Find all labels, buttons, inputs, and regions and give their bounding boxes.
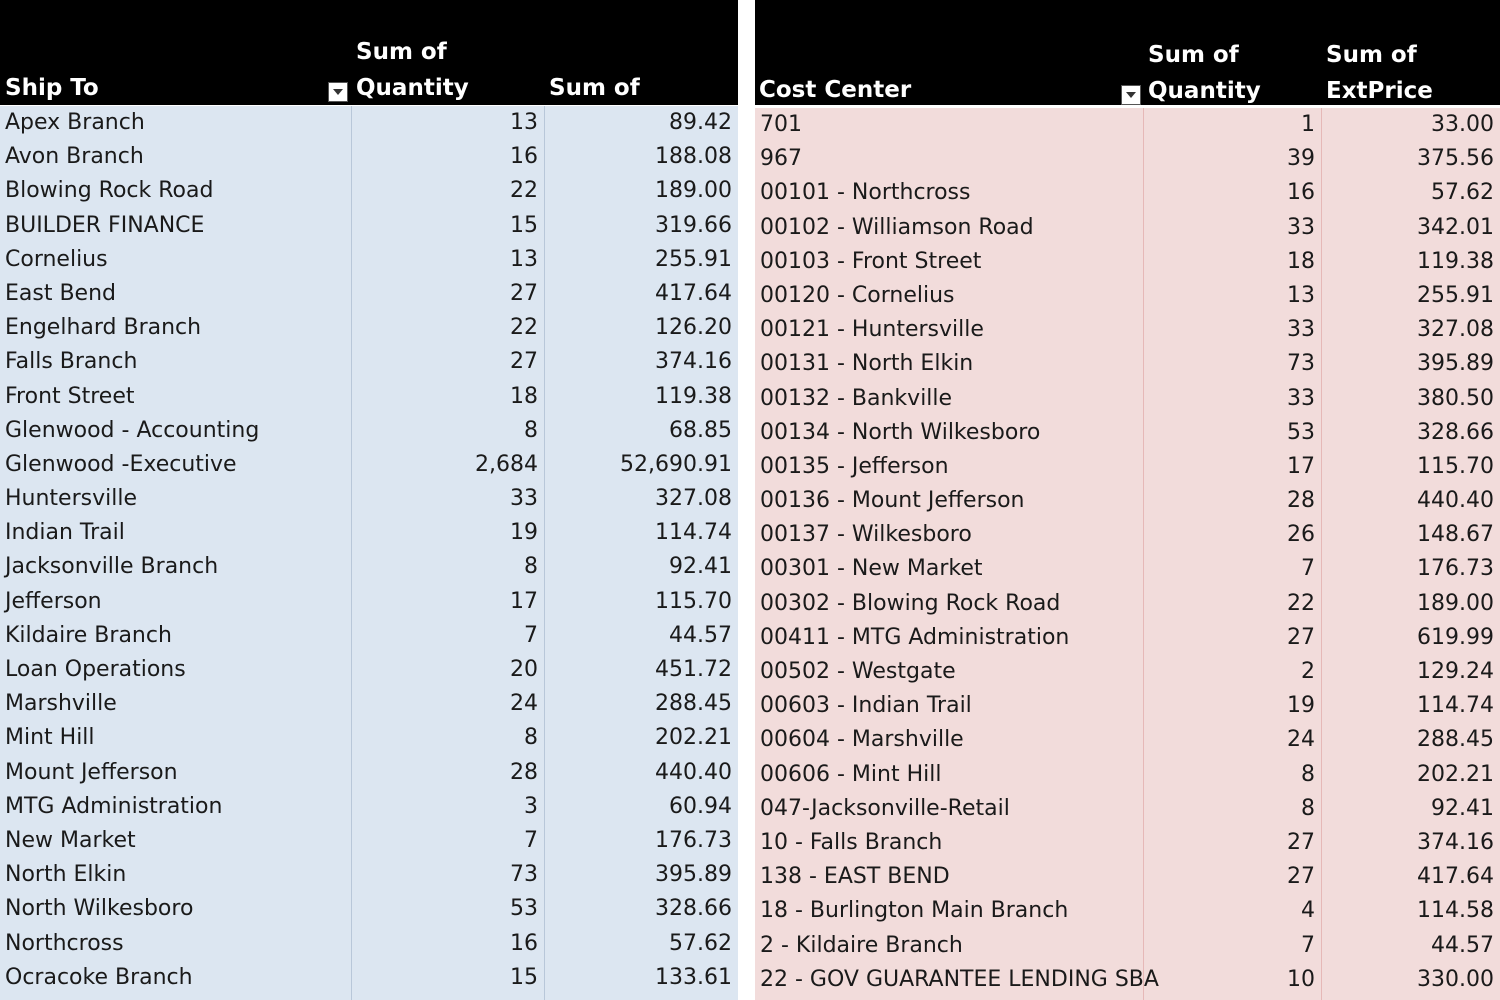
- row-label-cell[interactable]: Glenwood -Executive: [5, 451, 237, 477]
- extprice-cell[interactable]: 114.74: [1417, 693, 1494, 719]
- extprice-cell[interactable]: 57.62: [669, 930, 732, 956]
- row-label-cell[interactable]: Glenwood - Accounting: [5, 417, 260, 443]
- panel-divider: [738, 0, 755, 1000]
- row-label-cell[interactable]: 00135 - Jefferson: [760, 453, 949, 479]
- quantity-cell[interactable]: 8: [524, 554, 538, 580]
- table-row: [755, 279, 1500, 313]
- quantity-cell[interactable]: 13: [510, 246, 538, 272]
- filter-dropdown-icon[interactable]: [1121, 85, 1141, 105]
- table-row: [0, 927, 738, 961]
- row-label-cell[interactable]: 2 - Kildaire Branch: [760, 932, 963, 958]
- quantity-cell[interactable]: 10: [1287, 966, 1315, 992]
- row-label-cell[interactable]: 00502 - Westgate: [760, 659, 956, 684]
- table-row: [755, 245, 1500, 279]
- table-row: [755, 689, 1500, 723]
- row-label-cell[interactable]: 138 - EAST BEND: [760, 864, 950, 890]
- extprice-cell[interactable]: 176.73: [655, 827, 732, 853]
- table-row: [755, 552, 1500, 586]
- quantity-cell[interactable]: 16: [1287, 180, 1315, 206]
- extprice-cell[interactable]: 92.41: [669, 554, 732, 580]
- row-label-cell[interactable]: 00301 - New Market: [760, 556, 983, 582]
- quantity-cell[interactable]: 53: [1287, 419, 1315, 445]
- quantity-cell[interactable]: 28: [1287, 488, 1315, 514]
- quantity-cell[interactable]: 3: [524, 793, 538, 819]
- table-row: [0, 345, 738, 379]
- extprice-cell[interactable]: 255.91: [655, 246, 732, 272]
- quantity-cell[interactable]: 27: [1287, 864, 1315, 890]
- row-label-cell[interactable]: 00101 - Northcross: [760, 180, 971, 206]
- row-label-cell[interactable]: 047-Jacksonville-Retail: [760, 795, 1010, 821]
- quantity-cell[interactable]: 2: [1301, 659, 1315, 684]
- table-row: [0, 892, 738, 926]
- extprice-cell[interactable]: 417.64: [655, 280, 732, 306]
- table-row: [755, 382, 1500, 416]
- row-label-cell[interactable]: Huntersville: [5, 486, 137, 512]
- extprice-cell[interactable]: 374.16: [655, 349, 732, 375]
- quantity-cell[interactable]: 20: [510, 657, 538, 682]
- extprice-cell[interactable]: 57.62: [1431, 180, 1494, 206]
- extprice-cell[interactable]: 255.91: [1417, 282, 1494, 308]
- row-label-cell[interactable]: 00604 - Marshville: [760, 727, 964, 753]
- row-label-cell[interactable]: Jacksonville Branch: [5, 554, 219, 580]
- table-row: [755, 929, 1500, 963]
- table-row: [0, 790, 738, 824]
- quantity-cell[interactable]: 27: [510, 280, 538, 306]
- table-row: [0, 516, 738, 550]
- table-row: [0, 448, 738, 482]
- quantity-cell[interactable]: 15: [510, 212, 538, 238]
- row-label-cell[interactable]: Mint Hill: [5, 725, 95, 751]
- extprice-cell[interactable]: 133.61: [655, 964, 732, 990]
- sum-extprice-header[interactable]: Sum of: [549, 75, 640, 101]
- extprice-cell[interactable]: 327.08: [655, 486, 732, 512]
- cost-center-header[interactable]: Cost Center: [759, 77, 912, 103]
- extprice-cell[interactable]: 451.72: [655, 657, 732, 682]
- extprice-cell[interactable]: 119.38: [655, 383, 732, 409]
- row-label-cell[interactable]: Engelhard Branch: [5, 315, 202, 341]
- row-label-cell[interactable]: 00302 - Blowing Rock Road: [760, 590, 1061, 616]
- extprice-cell[interactable]: 328.66: [1417, 419, 1494, 445]
- quantity-cell[interactable]: 39: [1287, 146, 1315, 172]
- quantity-cell[interactable]: 33: [1287, 385, 1315, 411]
- ship-to-header[interactable]: Ship To: [5, 75, 99, 101]
- quantity-cell[interactable]: 33: [1287, 317, 1315, 343]
- extprice-cell[interactable]: 176.73: [1417, 556, 1494, 582]
- pivot-body: [755, 108, 1500, 1000]
- quantity-cell[interactable]: 2,684: [475, 451, 538, 477]
- quantity-cell[interactable]: 15: [510, 964, 538, 990]
- extprice-cell[interactable]: 417.64: [1417, 864, 1494, 890]
- extprice-cell[interactable]: 440.40: [655, 759, 732, 785]
- quantity-cell[interactable]: 18: [510, 383, 538, 409]
- quantity-cell[interactable]: 24: [1287, 727, 1315, 753]
- quantity-cell[interactable]: 7: [524, 827, 538, 853]
- quantity-cell[interactable]: 7: [1301, 932, 1315, 958]
- pivot-header: [0, 0, 738, 105]
- row-label-cell[interactable]: MTG Administration: [5, 793, 223, 819]
- extprice-cell[interactable]: 188.08: [655, 144, 732, 170]
- row-label-cell[interactable]: Indian Trail: [5, 520, 125, 546]
- table-row: [755, 963, 1500, 997]
- table-row: [755, 484, 1500, 518]
- extprice-cell[interactable]: 148.67: [1417, 522, 1494, 548]
- table-row: [0, 414, 738, 448]
- quantity-cell[interactable]: 27: [1287, 624, 1315, 650]
- row-label-cell[interactable]: Northcross: [5, 930, 124, 956]
- row-label-cell[interactable]: Mount Jefferson: [5, 759, 178, 785]
- extprice-cell[interactable]: 114.58: [1417, 898, 1494, 924]
- row-label-cell[interactable]: 00131 - North Elkin: [760, 351, 974, 377]
- table-row: [0, 858, 738, 892]
- extprice-cell[interactable]: 115.70: [1417, 453, 1494, 479]
- table-row: [0, 380, 738, 414]
- table-row: [0, 550, 738, 584]
- table-row: [0, 277, 738, 311]
- table-row: [755, 621, 1500, 655]
- quantity-cell[interactable]: 13: [1287, 282, 1315, 308]
- extprice-cell[interactable]: 115.70: [655, 588, 732, 614]
- pivot-header: [755, 0, 1500, 105]
- row-label-cell[interactable]: Kildaire Branch: [5, 622, 172, 648]
- extprice-cell[interactable]: 33.00: [1431, 112, 1494, 137]
- row-label-cell[interactable]: 00411 - MTG Administration: [760, 624, 1070, 650]
- table-row: [755, 142, 1500, 176]
- extprice-cell[interactable]: 342.01: [1417, 214, 1494, 240]
- extprice-cell[interactable]: 395.89: [655, 862, 732, 888]
- quantity-cell[interactable]: 7: [524, 622, 538, 648]
- sum-quantity-header[interactable]: Sum of Quantity: [356, 39, 469, 101]
- quantity-cell[interactable]: 18: [1287, 248, 1315, 274]
- table-row: [0, 756, 738, 790]
- quantity-cell[interactable]: 8: [1301, 761, 1315, 787]
- extprice-cell[interactable]: 129.24: [1417, 659, 1494, 684]
- row-label-cell[interactable]: 00134 - North Wilkesboro: [760, 419, 1041, 445]
- table-row: [0, 243, 738, 277]
- table-row: [0, 721, 738, 755]
- row-label-cell[interactable]: 00102 - Williamson Road: [760, 214, 1034, 240]
- table-row: [0, 619, 738, 653]
- extprice-cell[interactable]: 189.00: [1417, 590, 1494, 616]
- table-row: [755, 176, 1500, 210]
- quantity-cell[interactable]: 33: [510, 486, 538, 512]
- cost-center-pivot-table: [755, 0, 1500, 1000]
- table-row: [0, 653, 738, 687]
- ship-to-pivot-table: [0, 0, 738, 1000]
- quantity-cell[interactable]: 8: [1301, 795, 1315, 821]
- table-row: [0, 174, 738, 208]
- quantity-cell[interactable]: 28: [510, 759, 538, 785]
- extprice-cell[interactable]: 288.45: [655, 691, 732, 717]
- quantity-cell[interactable]: 8: [524, 417, 538, 443]
- sum-quantity-header[interactable]: Sum of Quantity: [1148, 42, 1261, 104]
- row-label-cell[interactable]: New Market: [5, 827, 136, 853]
- row-label-cell[interactable]: Falls Branch: [5, 349, 138, 375]
- table-row: [0, 140, 738, 174]
- quantity-cell[interactable]: 19: [1287, 693, 1315, 719]
- table-row: [755, 347, 1500, 381]
- quantity-cell[interactable]: 13: [510, 110, 538, 135]
- extprice-cell[interactable]: 44.57: [1431, 932, 1494, 958]
- quantity-cell[interactable]: 7: [1301, 556, 1315, 582]
- quantity-cell[interactable]: 73: [510, 862, 538, 888]
- quantity-cell[interactable]: 16: [510, 930, 538, 956]
- extprice-cell[interactable]: 89.42: [669, 110, 732, 135]
- row-label-cell[interactable]: 00121 - Huntersville: [760, 317, 984, 343]
- extprice-cell[interactable]: 327.08: [1417, 317, 1494, 343]
- extprice-cell[interactable]: 60.94: [669, 793, 732, 819]
- table-row: [755, 518, 1500, 552]
- table-row: [0, 482, 738, 516]
- row-label-cell[interactable]: 00132 - Bankville: [760, 385, 953, 411]
- extprice-cell[interactable]: 52,690.91: [620, 451, 732, 477]
- table-row: [755, 416, 1500, 450]
- extprice-cell[interactable]: 330.00: [1417, 966, 1494, 992]
- row-label-cell[interactable]: Ocracoke Branch: [5, 964, 193, 990]
- row-label-cell[interactable]: 00136 - Mount Jefferson: [760, 488, 1025, 514]
- quantity-cell[interactable]: 33: [1287, 214, 1315, 240]
- quantity-cell[interactable]: 17: [1287, 453, 1315, 479]
- extprice-cell[interactable]: 119.38: [1417, 248, 1494, 274]
- sum-extprice-header[interactable]: Sum of ExtPrice: [1326, 42, 1433, 104]
- row-label-cell[interactable]: Loan Operations: [5, 657, 186, 682]
- extprice-cell[interactable]: 202.21: [1417, 761, 1494, 787]
- row-label-cell[interactable]: 10 - Falls Branch: [760, 829, 943, 855]
- extprice-cell[interactable]: 375.56: [1417, 146, 1494, 172]
- quantity-cell[interactable]: 19: [510, 520, 538, 546]
- extprice-cell[interactable]: 319.66: [655, 212, 732, 238]
- table-row: [0, 106, 738, 140]
- table-row: [755, 108, 1500, 142]
- table-row: [755, 792, 1500, 826]
- quantity-cell[interactable]: 24: [510, 691, 538, 717]
- quantity-cell[interactable]: 26: [1287, 522, 1315, 548]
- quantity-cell[interactable]: 8: [524, 725, 538, 751]
- extprice-cell[interactable]: 328.66: [655, 896, 732, 922]
- extprice-cell[interactable]: 202.21: [655, 725, 732, 751]
- extprice-cell[interactable]: 288.45: [1417, 727, 1494, 753]
- table-row: [755, 894, 1500, 928]
- table-row: [755, 587, 1500, 621]
- row-label-cell[interactable]: East Bend: [5, 280, 116, 306]
- row-label-cell[interactable]: BUILDER FINANCE: [5, 212, 205, 238]
- table-row: [0, 824, 738, 858]
- extprice-cell[interactable]: 440.40: [1417, 488, 1494, 514]
- row-label-cell[interactable]: Avon Branch: [5, 144, 144, 170]
- row-label-cell[interactable]: Marshville: [5, 691, 117, 717]
- extprice-cell[interactable]: 68.85: [669, 417, 732, 443]
- extprice-cell[interactable]: 395.89: [1417, 351, 1494, 377]
- extprice-cell[interactable]: 380.50: [1417, 385, 1494, 411]
- quantity-cell[interactable]: 53: [510, 896, 538, 922]
- row-label-cell[interactable]: 00103 - Front Street: [760, 248, 982, 274]
- quantity-cell[interactable]: 27: [1287, 829, 1315, 855]
- row-label-cell[interactable]: 00606 - Mint Hill: [760, 761, 942, 787]
- row-label-cell[interactable]: 18 - Burlington Main Branch: [760, 898, 1069, 924]
- quantity-cell[interactable]: 27: [510, 349, 538, 375]
- row-label-cell[interactable]: 00120 - Cornelius: [760, 282, 955, 308]
- row-label-cell[interactable]: 701: [760, 112, 802, 137]
- row-label-cell[interactable]: Jefferson: [5, 588, 102, 614]
- row-label-cell[interactable]: Front Street: [5, 383, 135, 409]
- pivot-body: [0, 106, 738, 1000]
- row-label-cell[interactable]: Cornelius: [5, 246, 108, 272]
- row-label-cell[interactable]: Blowing Rock Road: [5, 178, 214, 204]
- row-label-cell[interactable]: 00137 - Wilkesboro: [760, 522, 972, 548]
- row-label-cell[interactable]: 967: [760, 146, 802, 172]
- table-row: [0, 311, 738, 345]
- row-label-cell[interactable]: Apex Branch: [5, 110, 145, 135]
- extprice-cell[interactable]: 44.57: [669, 622, 732, 648]
- extprice-cell[interactable]: 619.99: [1417, 624, 1494, 650]
- row-label-cell[interactable]: North Elkin: [5, 862, 127, 888]
- row-label-cell[interactable]: North Wilkesboro: [5, 896, 194, 922]
- quantity-cell[interactable]: 73: [1287, 351, 1315, 377]
- quantity-cell[interactable]: 16: [510, 144, 538, 170]
- table-row: [0, 209, 738, 243]
- extprice-cell[interactable]: 114.74: [655, 520, 732, 546]
- quantity-cell[interactable]: 1: [1301, 112, 1315, 137]
- table-row: [755, 723, 1500, 757]
- quantity-cell[interactable]: 17: [510, 588, 538, 614]
- table-row: [0, 961, 738, 995]
- quantity-cell[interactable]: 4: [1301, 898, 1315, 924]
- table-row: [755, 860, 1500, 894]
- row-label-cell[interactable]: 00603 - Indian Trail: [760, 693, 972, 719]
- quantity-cell[interactable]: 22: [1287, 590, 1315, 616]
- table-row: [755, 655, 1500, 689]
- extprice-cell[interactable]: 374.16: [1417, 829, 1494, 855]
- table-row: [0, 687, 738, 721]
- extprice-cell[interactable]: 126.20: [655, 315, 732, 341]
- filter-dropdown-icon[interactable]: [328, 82, 348, 102]
- quantity-cell[interactable]: 22: [510, 178, 538, 204]
- table-row: [755, 313, 1500, 347]
- table-row: [755, 450, 1500, 484]
- quantity-cell[interactable]: 22: [510, 315, 538, 341]
- table-row: [755, 826, 1500, 860]
- extprice-cell[interactable]: 92.41: [1431, 795, 1494, 821]
- row-label-cell[interactable]: 22 - GOV GUARANTEE LENDING SBA: [760, 966, 1159, 992]
- table-row: [755, 758, 1500, 792]
- extprice-cell[interactable]: 189.00: [655, 178, 732, 204]
- table-row: [0, 585, 738, 619]
- table-row: [755, 211, 1500, 245]
